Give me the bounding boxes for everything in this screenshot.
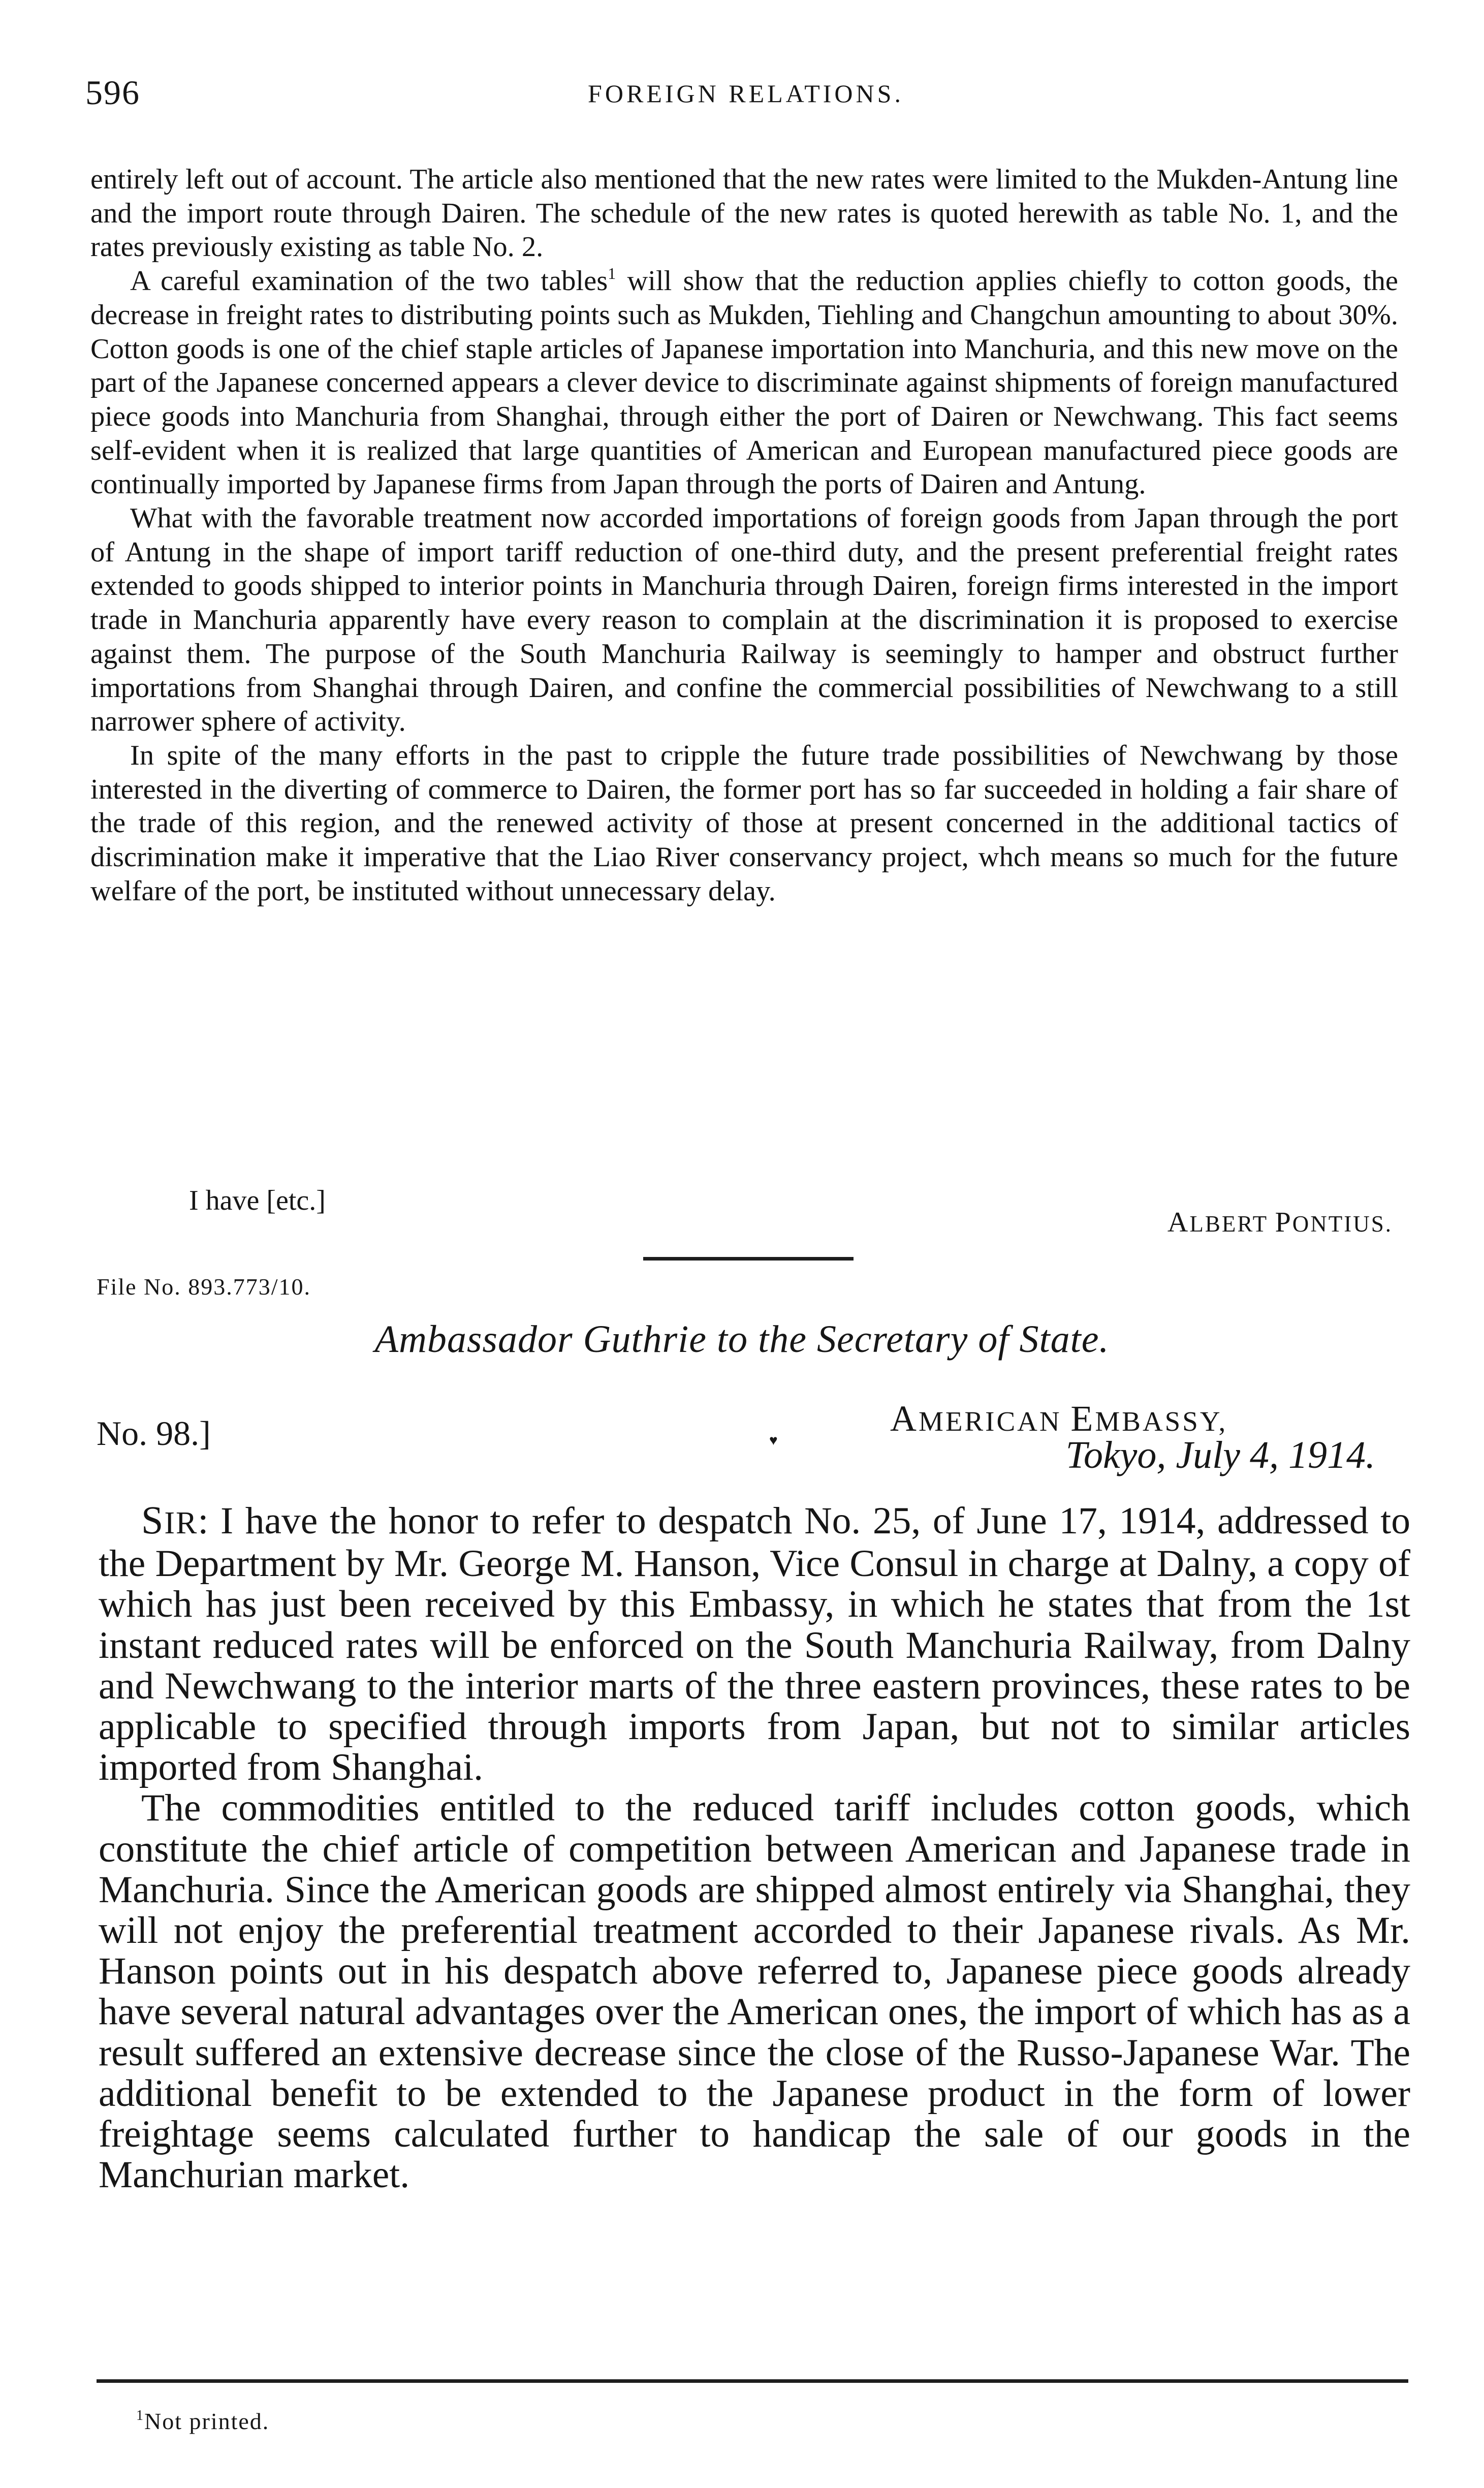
letter-body: [99, 1500, 1410, 2195]
signature-rest-2: ONTIUS.: [1292, 1211, 1393, 1237]
section-divider: [643, 1257, 854, 1261]
enclosure-paragraph-4: In spite of the many efforts in the past to cripple the future trade possibilities of Newchwang by those interested in the diverting of commerce to Dairen, the former port has so far succeeded in holding a fair share of the trade of this region, and the renewed activity of those at present concerned in the additional tactics of discrimination make it imperative that the Liao River conservancy project, whch means so much for the future welfare of the port, be instituted without unnecessary delay.: [90, 739, 1398, 907]
footnote-rule: [97, 2379, 1408, 2383]
signature: [1167, 1207, 1393, 1239]
dateline: Tokyo, July 4, 1914.: [1065, 1434, 1375, 1476]
letter-paragraph-1: [99, 1500, 1410, 1788]
embassy-rest-1: MERICAN: [919, 1406, 1071, 1437]
enclosure-paragraph-3: What with the favorable treatment now accorded importations of foreign goods from Japan through the port of Antung in the shape of import tariff reduction of one-third duty, and the present preferential freight rates extended to goods shipped to interior points in Manchuria through Dairen, foreign firms interested in the import trade in Manchuria apparently have every reason to complain at the discrimination it is proposed to exercise against them. The purpose of the South Manchuria Railway is seemingly to hamper and obstruct further importations from Shanghai through Dairen, and confine the commercial possibilities of Newchwang to a still narrower sphere of activity.: [90, 502, 1398, 738]
enclosure-text: [90, 163, 1398, 908]
despatch-number: No. 98.]: [97, 1414, 211, 1453]
letter-paragraph-2: The commodities entitled to the reduced tariff includes cotton goods, which constitute the chief article of competition between American and Japanese trade in Manchuria. Since the American goods are shipped almost entirely via Shanghai, they will not enjoy the preferential treatment accorded to their Japanese rivals. As Mr. Hanson points out in his despatch above referred to, Japanese piece goods already have several natural advantages over the American ones, the import of which has as a result suffered an extensive decrease since the close of the Russo-Japanese War. The additional benefit to be extended to the Japanese product in the form of lower freightage seems calculated further to handicap the sale of our goods in the Manchurian market.: [99, 1787, 1410, 2196]
page-number: 596: [85, 73, 140, 112]
footnote-text: Not printed.: [144, 2408, 270, 2434]
embassy-initial-1: A: [890, 1398, 919, 1439]
embassy-rest-2: MBASSY,: [1095, 1406, 1228, 1437]
running-head: FOREIGN RELATIONS.: [588, 79, 904, 108]
document-title: Ambassador Guthrie to the Secretary of State.: [374, 1318, 1110, 1361]
footnote-marker: 1: [136, 2408, 144, 2423]
signature-rest-1: LBERT: [1189, 1211, 1275, 1237]
footnote-reference: 1: [608, 264, 616, 283]
enclosure-paragraph-2-start: A careful examination of the two tables: [130, 265, 608, 297]
letter-paragraph-1-text: I have the honor to refer to despatch No. 25, of June 17, 1914, addressed to the Department by Mr. George M. Hanson, Vice Consul in charge at Dalny, a copy of which has just been received by this Embassy, in which he states that from the 1st instant reduced rates will be enforced on the South Manchuria Railway, from Dalny and Newchwang to the interior marts of the three eastern provinces, these rates to be applicable to specified through imports from Japan, but not to similar articles imported from Shanghai.: [99, 1500, 1410, 1789]
embassy-initial-2: E: [1070, 1398, 1095, 1439]
file-number: File No. 893.773/10.: [97, 1274, 311, 1300]
margin-mark: ♥: [769, 1433, 778, 1448]
salutation-rest: IR: [164, 1506, 198, 1540]
closing-formula: I have [etc.]: [189, 1185, 326, 1216]
enclosure-paragraph-2: [90, 264, 1398, 501]
page-header: [85, 72, 1406, 113]
salutation-colon: :: [198, 1500, 209, 1542]
footnote: [136, 2406, 269, 2437]
signature-initial-2: P: [1275, 1207, 1292, 1238]
signature-initial-1: A: [1167, 1207, 1190, 1238]
salutation: [141, 1498, 198, 1542]
enclosure-paragraph-2-rest: will show that the reduction applies chiefly to cotton goods, the decrease in freight rates to distributing points such as Mukden, Tiehling and Changchun amounting to about 30%. Cotton goods is one of the chief staple articles of Japanese importation into Manchuria, and this new move on the part of the Japanese concerned appears a clever device to discriminate against shipments of foreign manufactured piece goods into Manchuria from Shanghai, through either the port of Dairen or Newchwang. This fact seems self-evident when it is realized that large quantities of American and European manufactured piece goods are continually imported by Japanese firms from Japan through the ports of Dairen and Antung.: [90, 265, 1398, 500]
enclosure-paragraph-1: entirely left out of account. The article also mentioned that the new rates were limited to the Mukden-Antung line and the import route through Dairen. The schedule of the new rates is quoted herewith as table No. 1, and the rates previously existing as table No. 2.: [90, 164, 1398, 263]
salutation-initial: S: [141, 1498, 165, 1542]
